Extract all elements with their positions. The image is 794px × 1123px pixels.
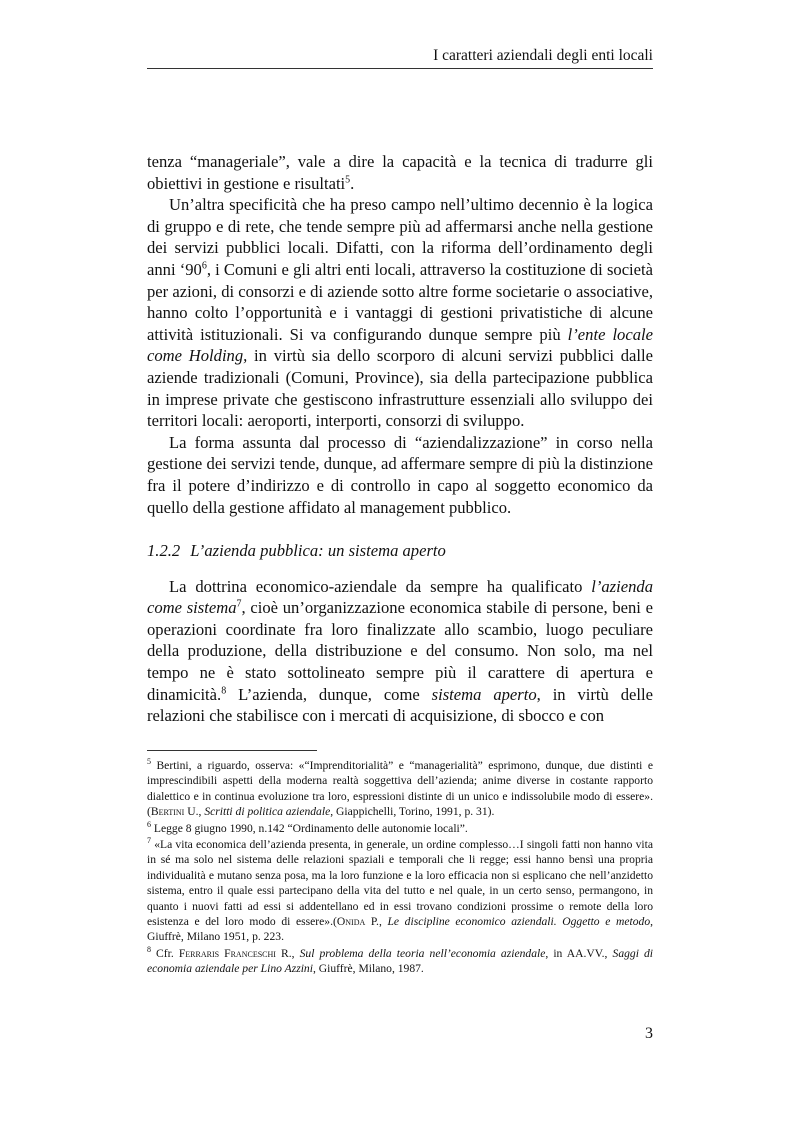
page-number: 3	[645, 1025, 653, 1042]
section-number: 1.2.2	[147, 541, 181, 561]
footnote-8: $^8$ Cfr. Ferraris Franceschi R., Sul problema della teoria nell’economia aziendale, in AA.VV., Saggi di economia aziendale per Lino Azzini, Giuffrè, Milano, 1987.	[147, 945, 654, 976]
footnote-ref-7[interactable]: 7	[236, 598, 242, 610]
section-heading	[147, 540, 653, 562]
running-header	[147, 46, 653, 69]
emphasis-sistema-aperto: sistema aperto	[431, 684, 537, 704]
paragraph-2: Un’altra specificità che ha preso campo nell’ultimo decennio è la logica di gruppo e di rete, che tende sempre più ad affermarsi anche nella gestione dei servizi pubblici locali. Difatti, con la riforma dell’ordinamento degli anni ‘$90^6$, i Comuni e gli altri enti locali, attraverso la costituzione di società per azioni, di consorzi e di aziende sotto altre forme societarie o associative, hanno colto l’opportunità e i vantaggi di gestioni privatistiche di alcune attività istituzionali. Si va configurando dunque sempre più l’ente locale come Holding, in virtù sia dello scorporo di alcuni servizi pubblici dalle aziende tradizionali (Comuni, Province), sia della partecipazione pubblica in imprese private che gestiscono infrastrutture essenziali allo sviluppo dei territori locali: aeroporti, interporti, consorzi di sviluppo.	[147, 195, 654, 431]
running-title: I caratteri aziendali degli enti locali	[433, 47, 653, 64]
section-title: L’azienda pubblica: un sistema aperto	[190, 541, 446, 561]
footnote-ref-6[interactable]: 6	[201, 260, 207, 272]
emphasis-holding: l’ente locale come Holding,	[147, 324, 653, 366]
paragraph-4: La dottrina economico-aziendale da sempre ha qualificato l’azienda come sistema$^7$, cioè un’organizzazione economica stabile di persone, beni e operazioni coordinate fra loro finalizzate allo scambio, luogo peculiare della produzione, della distribuzione e del consumo. Non solo, ma nel tempo ne è stato sottolineato sempre più il carattere di apertura e dinamicità.$^8$ L’azienda, dunque, come sistema aperto, in virtù delle relazioni che stabilisce con i mercati di acquisizione, di sbocco e con	[147, 576, 653, 726]
footnote-ref-8[interactable]: 8	[221, 685, 227, 697]
emphasis-azienda-sistema: l’azienda come sistema	[147, 576, 653, 618]
footnote-5: $^5$ Bertini, a riguardo, osserva: «“Imprenditorialità” e “managerialità” esprimono, dunque, due distinti e imprescindibili aspetti della moderna realtà soggettiva dell’azienda; anime diverse in costante rapporto dialettico e in continua evoluzione tra loro, espressioni distinte di un unico e indissolubile modo di essere». (Bertini U., Scritti di politica aziendale, Giappichelli, Torino, 1991, p. 31).	[147, 757, 653, 819]
footnote-rule	[147, 750, 317, 751]
footnote-7: $^7$ «La vita economica dell’azienda presenta, in generale, un ordine complesso…I singoli fatti non hanno vita in sé ma solo nel sistema delle relazioni spaziali e temporali che li regge; essi hanno bensì una propria individualità e mutano senza posa, ma la loro funzione e la loro efficacia non si esplicano che nell’anzidetto sistema, entro il quale essi partecipano della vita del tutto e nel quale, in un certo senso, permangono, in quanto i nuovi fatti ad essi si addentellano ed in essi trovano condizioni prossime o remote della loro esistenza e del loro modo di essere».(Onida P., Le discipline economico aziendali. Oggetto e metodo, Giuffrè, Milano 1951, p. 223.	[147, 836, 654, 944]
footnote-6: $^6$ Legge 8 giugno 1990, n.142 “Ordinamento delle autonomie locali”.	[147, 819, 468, 835]
footnote-ref-5[interactable]: 5	[345, 174, 351, 186]
paragraph-1: tenza “manageriale”, vale a dire la capacità e la tecnica di tradurre gli obiettivi in gestione e risultati$^5$.	[147, 152, 653, 193]
body-text	[147, 151, 653, 727]
paragraph-3: La forma assunta dal processo di “aziendalizzazione” in corso nella gestione dei servizi tende, dunque, ad affermare sempre di più la distinzione fra il potere d’indirizzo e di controllo in capo al soggetto economico da quello della gestione affidato al management pubblico.	[147, 432, 653, 517]
footnotes	[147, 750, 653, 978]
